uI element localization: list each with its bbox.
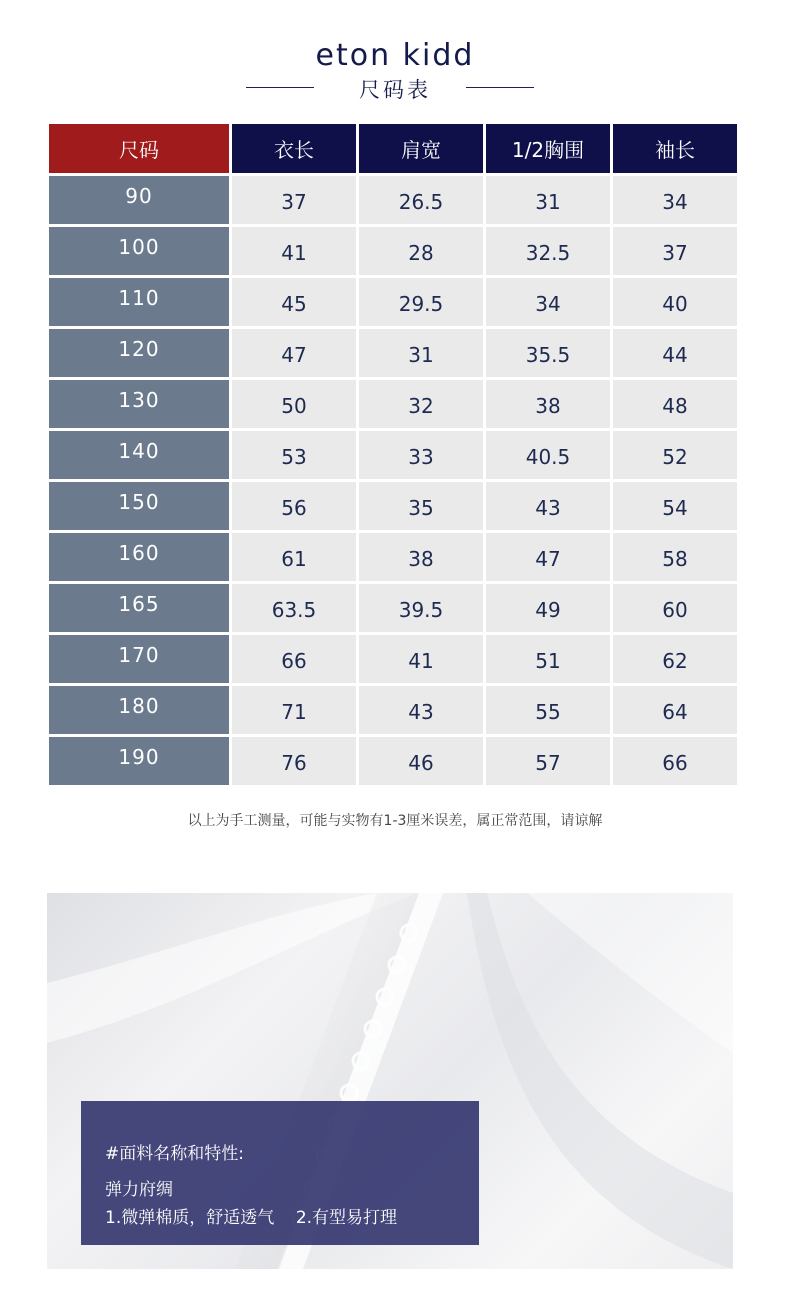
value-cell: 34 (613, 176, 737, 224)
table-row (49, 380, 737, 428)
size-cell: 90 (49, 176, 229, 224)
value-cell: 37 (613, 227, 737, 275)
table-row (49, 227, 737, 275)
value-cell: 50 (232, 380, 356, 428)
value-cell: 43 (359, 686, 483, 734)
size-cell: 170 (49, 635, 229, 683)
table-header-row (49, 124, 737, 173)
fabric-features: 1.微弹棉质，舒适透气 2.有型易打理 (105, 1208, 398, 1228)
value-cell: 60 (613, 584, 737, 632)
value-cell: 76 (232, 737, 356, 785)
value-cell: 51 (486, 635, 610, 683)
value-cell: 52 (613, 431, 737, 479)
fabric-photo (47, 893, 733, 1269)
fabric-info-box (81, 1101, 479, 1245)
fabric-name: 弹力府绸 (105, 1180, 173, 1200)
value-cell: 48 (613, 380, 737, 428)
size-cell: 130 (49, 380, 229, 428)
table-row (49, 482, 737, 530)
value-cell: 31 (359, 329, 483, 377)
table-row (49, 431, 737, 479)
size-table (46, 121, 740, 788)
value-cell: 34 (486, 278, 610, 326)
value-cell: 38 (486, 380, 610, 428)
table-row (49, 584, 737, 632)
value-cell: 49 (486, 584, 610, 632)
value-cell: 44 (613, 329, 737, 377)
value-cell: 33 (359, 431, 483, 479)
value-cell: 40 (613, 278, 737, 326)
value-cell: 47 (486, 533, 610, 581)
value-cell: 62 (613, 635, 737, 683)
fabric-info-title: #面料名称和特性: (105, 1144, 244, 1164)
value-cell: 31 (486, 176, 610, 224)
column-header-chest: 1/2胸围 (486, 124, 610, 173)
value-cell: 32 (359, 380, 483, 428)
size-cell: 190 (49, 737, 229, 785)
subtitle-row (0, 74, 790, 102)
column-header-length: 衣长 (232, 124, 356, 173)
value-cell: 40.5 (486, 431, 610, 479)
table-row (49, 737, 737, 785)
page-title: 尺码表 (359, 78, 431, 102)
column-header-size: 尺码 (49, 124, 229, 173)
size-cell: 110 (49, 278, 229, 326)
table-row (49, 686, 737, 734)
value-cell: 55 (486, 686, 610, 734)
value-cell: 45 (232, 278, 356, 326)
table-row (49, 278, 737, 326)
value-cell: 64 (613, 686, 737, 734)
value-cell: 37 (232, 176, 356, 224)
value-cell: 47 (232, 329, 356, 377)
table-row (49, 533, 737, 581)
value-cell: 32.5 (486, 227, 610, 275)
value-cell: 41 (359, 635, 483, 683)
table-row (49, 176, 737, 224)
value-cell: 63.5 (232, 584, 356, 632)
size-cell: 160 (49, 533, 229, 581)
value-cell: 39.5 (359, 584, 483, 632)
value-cell: 38 (359, 533, 483, 581)
table-row (49, 635, 737, 683)
value-cell: 46 (359, 737, 483, 785)
value-cell: 71 (232, 686, 356, 734)
value-cell: 43 (486, 482, 610, 530)
value-cell: 28 (359, 227, 483, 275)
divider-right (466, 87, 534, 88)
size-cell: 165 (49, 584, 229, 632)
brand-logo: eton kidd (315, 38, 475, 73)
value-cell: 35 (359, 482, 483, 530)
size-cell: 150 (49, 482, 229, 530)
column-header-sleeve: 袖长 (613, 124, 737, 173)
table-row (49, 329, 737, 377)
value-cell: 53 (232, 431, 356, 479)
column-header-shoulder: 肩宽 (359, 124, 483, 173)
value-cell: 66 (232, 635, 356, 683)
value-cell: 66 (613, 737, 737, 785)
value-cell: 56 (232, 482, 356, 530)
size-cell: 140 (49, 431, 229, 479)
value-cell: 41 (232, 227, 356, 275)
size-cell: 120 (49, 329, 229, 377)
value-cell: 57 (486, 737, 610, 785)
value-cell: 29.5 (359, 278, 483, 326)
value-cell: 54 (613, 482, 737, 530)
value-cell: 58 (613, 533, 737, 581)
value-cell: 35.5 (486, 329, 610, 377)
size-cell: 100 (49, 227, 229, 275)
size-cell: 180 (49, 686, 229, 734)
measurement-note: 以上为手工测量，可能与实物有1-3厘米误差，属正常范围，请谅解 (187, 813, 603, 829)
value-cell: 26.5 (359, 176, 483, 224)
value-cell: 61 (232, 533, 356, 581)
